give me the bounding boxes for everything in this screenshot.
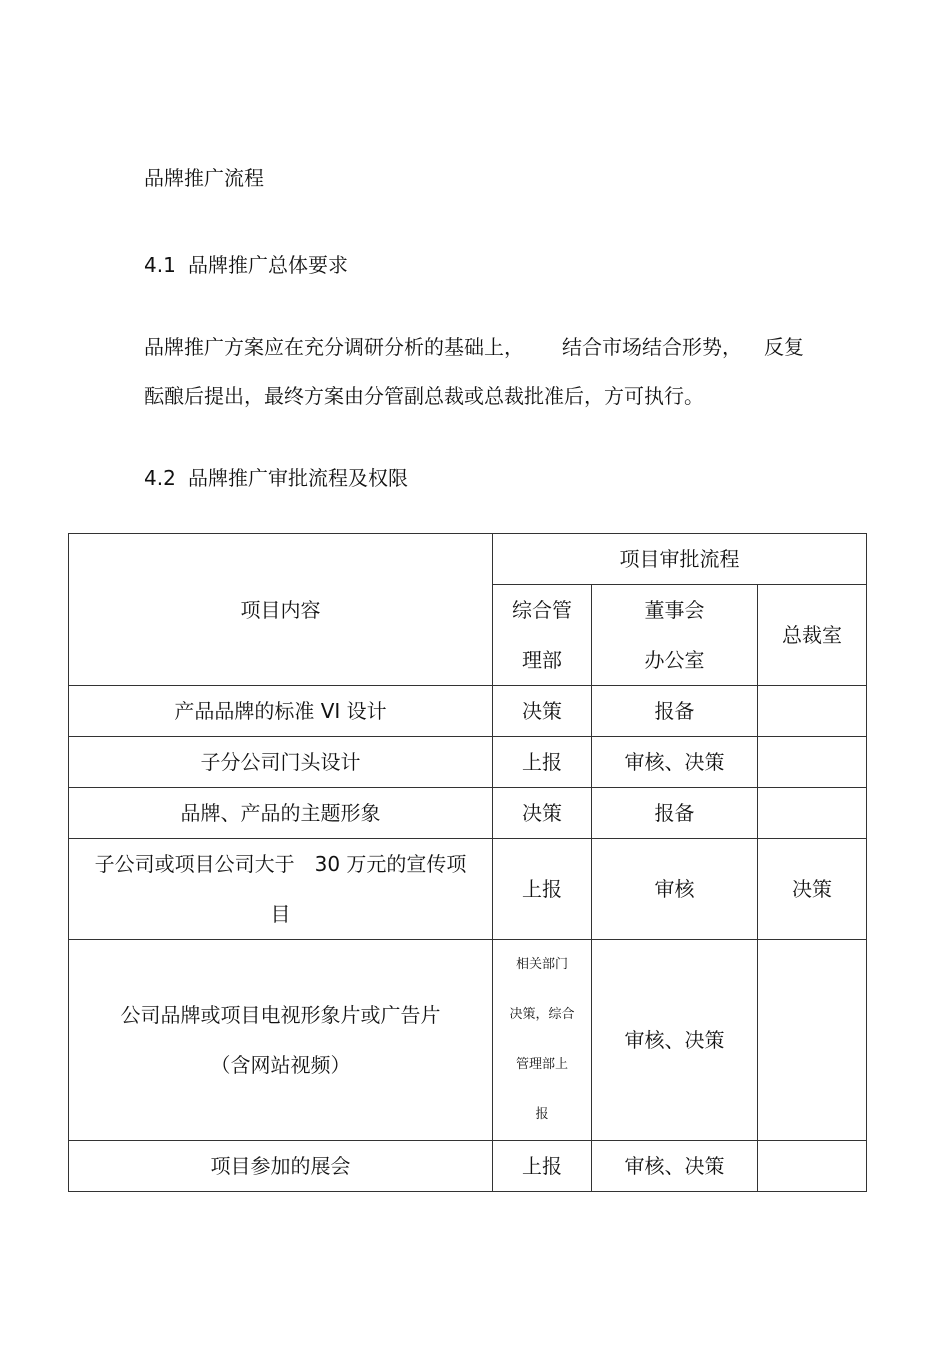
section-number: 4.2 bbox=[144, 466, 176, 490]
row-board-office: 审核、决策 bbox=[592, 940, 758, 1141]
row-president-office bbox=[758, 686, 867, 737]
row-president-office bbox=[758, 1141, 867, 1192]
row-item: 项目参加的展会 bbox=[69, 1141, 493, 1192]
table-row bbox=[69, 839, 867, 940]
row-item: 产品品牌的标准 VI 设计 bbox=[69, 686, 493, 737]
row-board-office: 报备 bbox=[592, 686, 758, 737]
header-general-management: 综合管 理部 bbox=[493, 585, 592, 686]
paragraph-line-2: 酝酿后提出，最终方案由分管副总裁或总裁批准后，方可执行。 bbox=[144, 384, 704, 408]
row-president-office bbox=[758, 788, 867, 839]
section-title: 品牌推广审批流程及权限 bbox=[188, 466, 408, 490]
paragraph-text: 品牌推广方案应在充分调研分析的基础上， bbox=[144, 335, 524, 359]
row-president-office bbox=[758, 737, 867, 788]
row-board-office: 审核、决策 bbox=[592, 737, 758, 788]
row-item: 品牌、产品的主题形象 bbox=[69, 788, 493, 839]
paragraph-line-1 bbox=[144, 335, 804, 359]
row-president-office bbox=[758, 940, 867, 1141]
table-row bbox=[69, 1141, 867, 1192]
table-row bbox=[69, 686, 867, 737]
row-president-office: 决策 bbox=[758, 839, 867, 940]
section-heading-4-2 bbox=[144, 466, 408, 490]
row-general-management: 上报 bbox=[493, 1141, 592, 1192]
row-board-office: 审核 bbox=[592, 839, 758, 940]
row-general-management: 上报 bbox=[493, 839, 592, 940]
row-board-office: 审核、决策 bbox=[592, 1141, 758, 1192]
approval-table bbox=[68, 533, 867, 1192]
header-item-content: 项目内容 bbox=[69, 534, 493, 686]
document-title: 品牌推广流程 bbox=[144, 166, 264, 190]
table-row bbox=[69, 737, 867, 788]
paragraph-text: 反复 bbox=[764, 335, 804, 359]
section-heading-4-1 bbox=[144, 253, 348, 277]
row-general-management: 上报 bbox=[493, 737, 592, 788]
header-approval-flow: 项目审批流程 bbox=[493, 534, 867, 585]
row-general-management: 决策 bbox=[493, 788, 592, 839]
row-general-management: 相关部门 决策，综合 管理部上 报 bbox=[493, 940, 592, 1141]
header-president-office: 总裁室 bbox=[758, 585, 867, 686]
row-item: 子分公司门头设计 bbox=[69, 737, 493, 788]
header-board-office: 董事会 办公室 bbox=[592, 585, 758, 686]
table-header-row bbox=[69, 534, 867, 585]
paragraph-text: 结合市场结合形势， bbox=[562, 335, 742, 359]
table-row bbox=[69, 940, 867, 1141]
row-board-office: 报备 bbox=[592, 788, 758, 839]
row-item: 子公司或项目公司大于 30 万元的宣传项 目 bbox=[69, 839, 493, 940]
row-item: 公司品牌或项目电视形象片或广告片 （含网站视频） bbox=[69, 940, 493, 1141]
section-title: 品牌推广总体要求 bbox=[188, 253, 348, 277]
table-row bbox=[69, 788, 867, 839]
row-general-management: 决策 bbox=[493, 686, 592, 737]
section-number: 4.1 bbox=[144, 253, 176, 277]
